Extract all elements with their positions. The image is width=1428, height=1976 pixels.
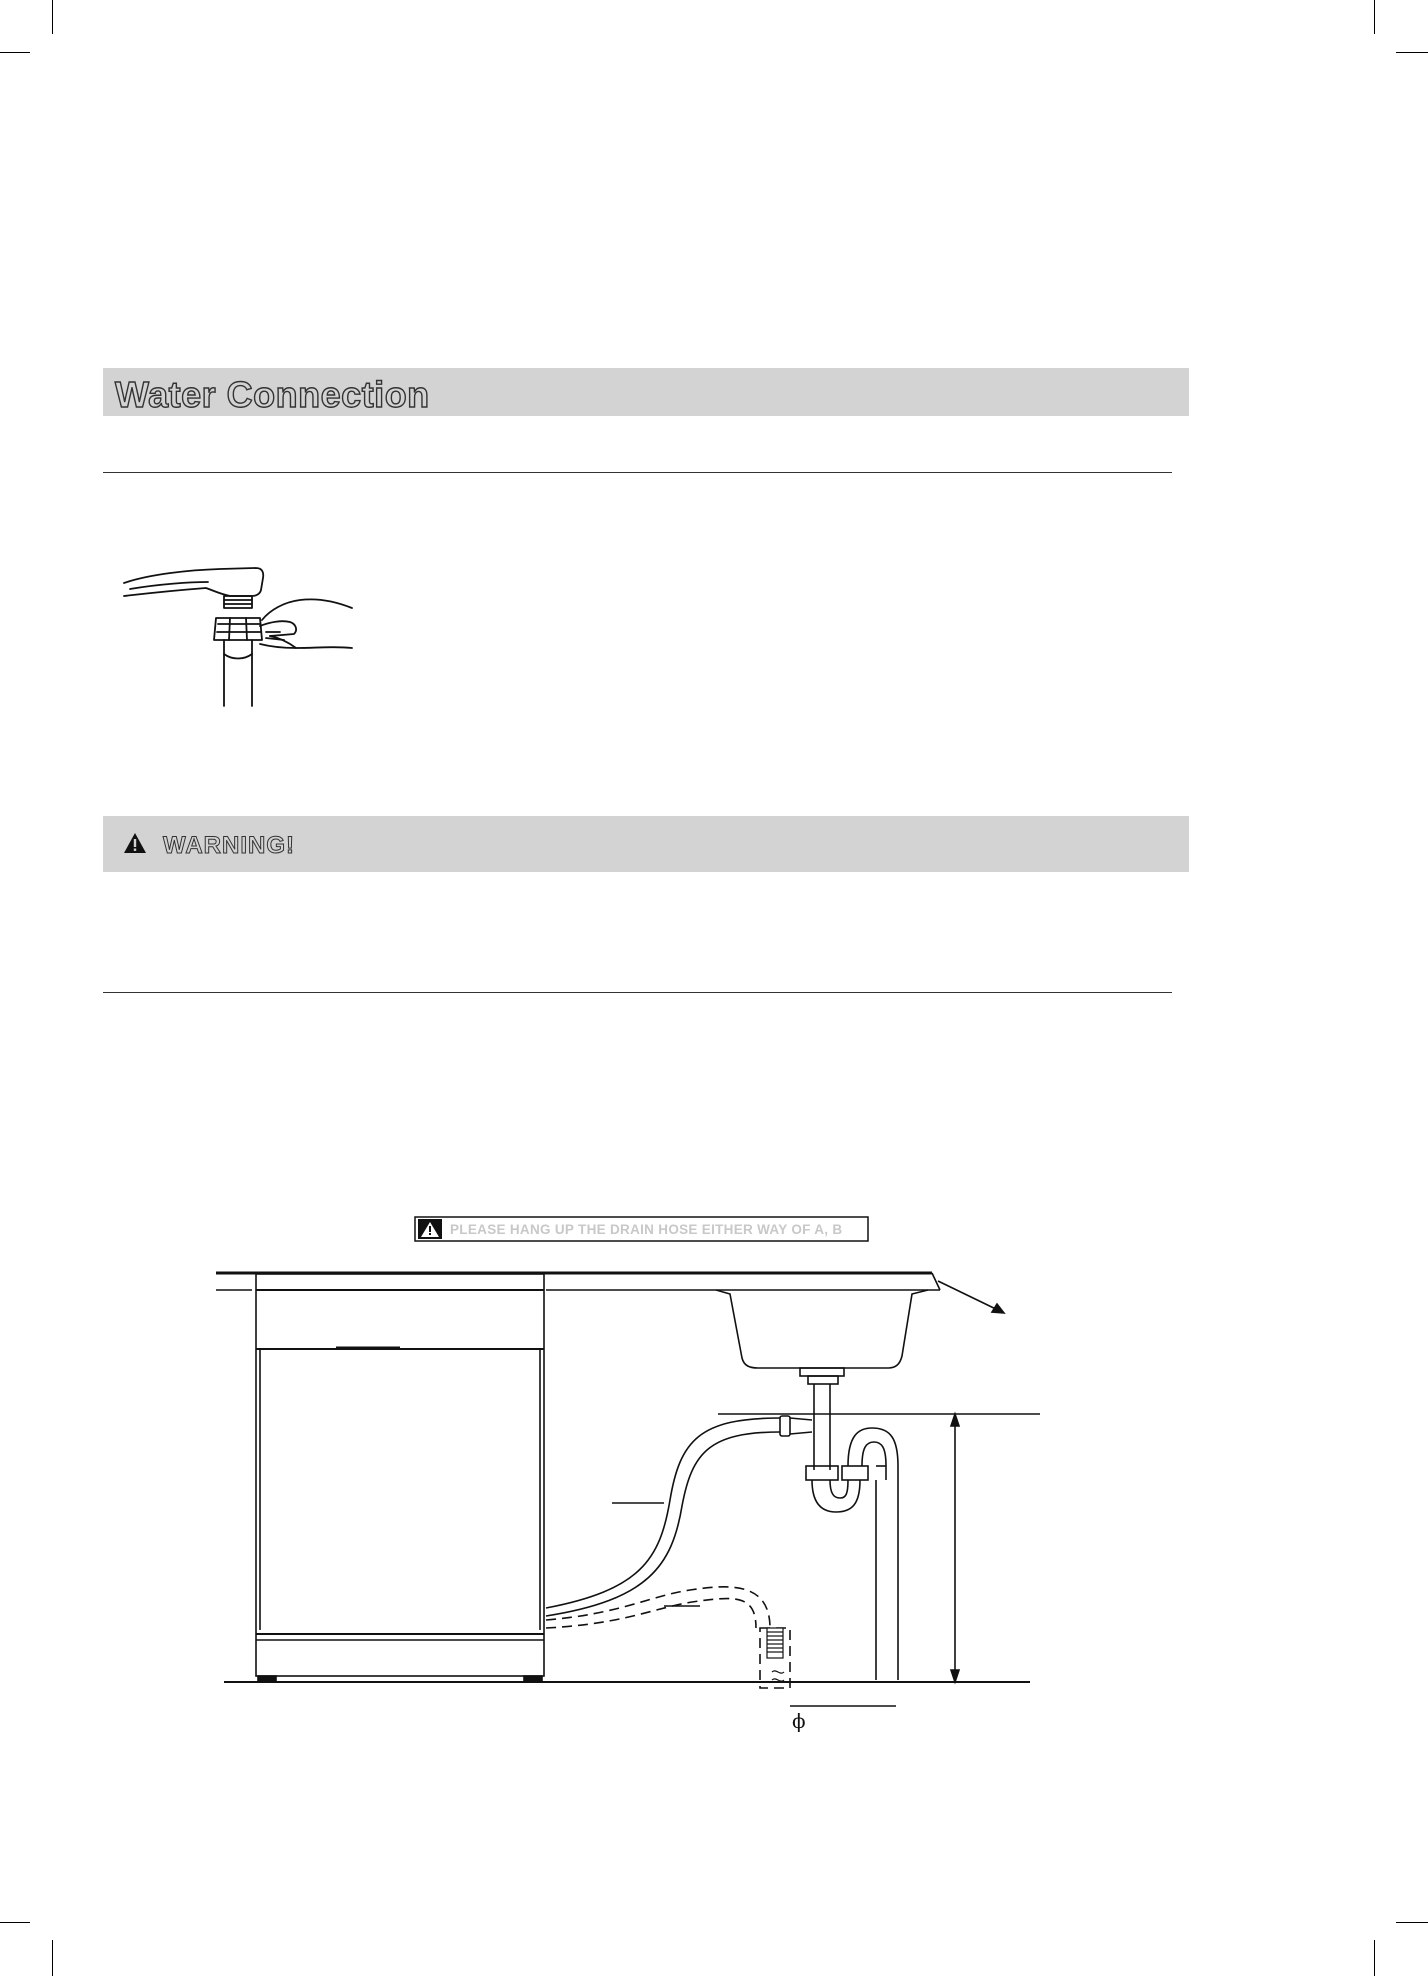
divider [103,992,1172,993]
section-title: Water Connection [115,374,430,415]
warning-title: WARNING! [163,832,295,859]
drain-trap [806,1384,898,1680]
dishwasher [256,1274,544,1682]
banner-text: PLEASE HANG UP THE DRAIN HOSE EITHER WAY OF A, B [450,1222,843,1237]
drain-hose-diagram [0,1200,1428,1760]
divider [103,472,1172,473]
section-header-bar [103,368,1189,416]
warning-icon [123,832,147,854]
sink [716,1290,928,1384]
warning-bar [103,816,1189,872]
drain-hose-a [546,1416,812,1616]
standpipe-grille [767,1628,783,1658]
faucet-illustration [120,560,360,720]
drain-hose-b [546,1587,790,1688]
diameter-symbol: ϕ [792,1709,806,1733]
diagram-banner [415,1217,868,1241]
